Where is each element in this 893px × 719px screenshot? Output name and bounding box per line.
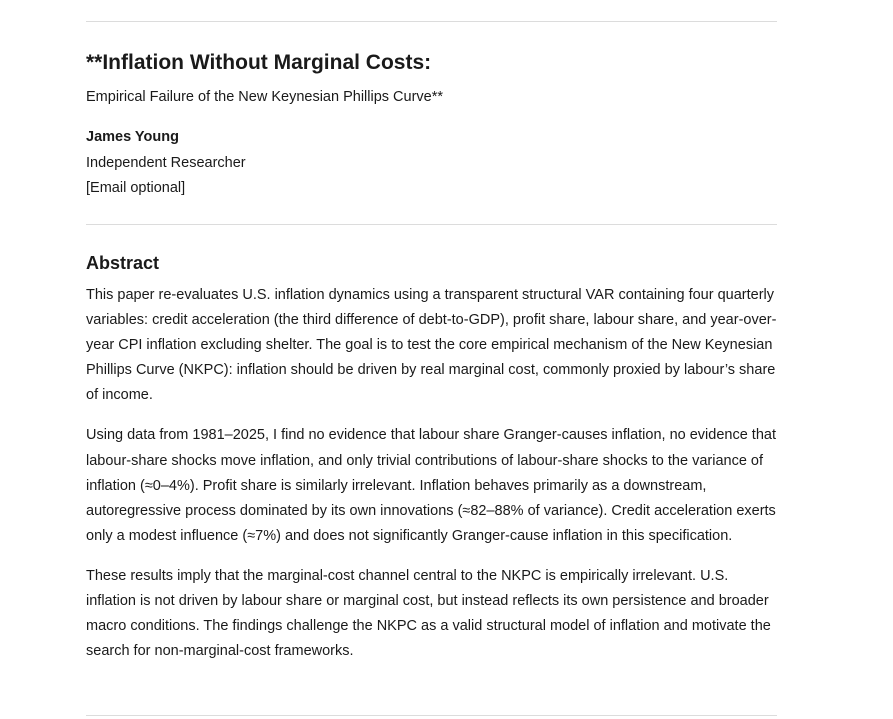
author-affiliation: Independent Researcher bbox=[86, 154, 246, 171]
top-divider bbox=[86, 21, 777, 22]
abstract-paragraph: Using data from 1981–2025, I find no evidence that labour share Granger-causes inflation, no evidence that labour-share shocks move inflation, and only trivial contributions of labour-share shocks to the variance of inflation (≈0–4%). Profit share is similarly irrelevant. Inflation behaves primarily as a downstream, autoregressive process dominated by its own innovations (≈82–88% of variance). Credit acceleration exerts only a modest influence (≈7%) and does not significantly Granger-cause inflation in this specification. bbox=[86, 427, 776, 544]
author-block bbox=[86, 125, 246, 202]
abstract-body bbox=[86, 283, 777, 679]
bottom-divider bbox=[86, 715, 777, 716]
paper-title: **Inflation Without Marginal Costs: bbox=[86, 51, 432, 74]
author-name: James Young bbox=[86, 129, 179, 145]
section-divider bbox=[86, 224, 777, 225]
abstract-paragraph: This paper re-evaluates U.S. inflation dynamics using a transparent structural VAR containing four quarterly variables: credit acceleration (the third difference of debt-to-GDP), profit share, labour share, and year-over-year CPI inflation excluding shelter. The goal is to test the core empirical mechanism of the New Keynesian Phillips Curve (NKPC): inflation should be driven by real marginal cost, commonly proxied by labour’s share of income. bbox=[86, 287, 777, 404]
abstract-heading: Abstract bbox=[86, 253, 160, 273]
abstract-paragraph: These results imply that the marginal-cost channel central to the NKPC is empirically irrelevant. U.S. inflation is not driven by labour share or marginal cost, but instead reflects its own persistence and broader macro conditions. The findings challenge the NKPC as a valid structural model of inflation and motivate the search for non-marginal-cost frameworks. bbox=[86, 567, 771, 660]
paper-subtitle: Empirical Failure of the New Keynesian Phillips Curve** bbox=[86, 89, 444, 105]
author-email: [Email optional] bbox=[86, 180, 186, 196]
